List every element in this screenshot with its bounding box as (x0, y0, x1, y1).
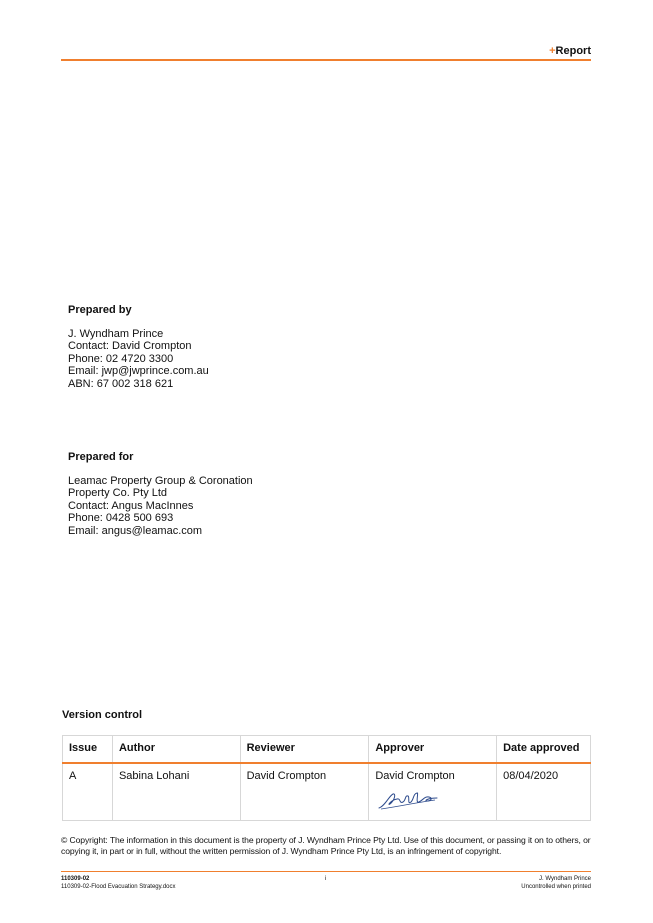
prepared-by-contact: Contact: David Crompton (68, 340, 192, 353)
prepared-by-block (68, 304, 209, 391)
footer-project-no: 110309-02 (61, 876, 90, 882)
footer-page-number: i (325, 876, 327, 882)
col-author: Author (112, 736, 240, 764)
col-date-approved: Date approved (497, 736, 591, 764)
col-approver: Approver (369, 736, 497, 764)
footer-left (61, 875, 176, 891)
col-issue: Issue (63, 736, 113, 764)
cell-date: 08/04/2020 (497, 763, 591, 821)
col-reviewer: Reviewer (240, 736, 369, 764)
prepared-for-contact: Contact: Angus MacInnes (68, 499, 194, 512)
cell-issue: A (63, 763, 113, 821)
footer-company: J. Wyndham Prince (539, 876, 591, 882)
cell-reviewer: David Crompton (240, 763, 369, 821)
footer-status: Uncontrolled when printed (521, 884, 591, 890)
cell-approver (369, 763, 497, 821)
prepared-by-title: Prepared by (68, 304, 132, 316)
prepared-by-email: Email: jwp@jwprince.com.au (68, 365, 209, 378)
approver-name: David Crompton (375, 770, 455, 782)
prepared-for-email: Email: angus@leamac.com (68, 524, 203, 537)
prepared-by-phone: Phone: 02 4720 3300 (68, 352, 174, 365)
header-label (549, 45, 591, 57)
footer-filename: 110309-02-Flood Evacuation Strategy.docx (61, 884, 176, 890)
prepared-by-company: J. Wyndham Prince (68, 327, 164, 340)
signature-icon (375, 788, 441, 812)
prepared-for-title: Prepared for (68, 451, 134, 463)
version-control-title: Version control (62, 709, 143, 721)
header-plus: + (549, 45, 556, 57)
prepared-for-company-line1: Leamac Property Group & Coronation (68, 474, 253, 487)
prepared-for-block (68, 451, 253, 538)
copyright-notice: © Copyright: The information in this document is the property of J. Wyndham Prince Pty Ltd. Use of this document, or passing it on to others, or copying it, in part or in full, without the written permission of J. Wyndham Prince Pty Ltd, is an infringement of copyright. (61, 835, 591, 856)
table-header-row (63, 736, 591, 764)
footer-right (521, 875, 591, 891)
page-header (61, 44, 591, 61)
version-control-table (62, 735, 591, 821)
table-row (63, 763, 591, 821)
cell-author: Sabina Lohani (112, 763, 240, 821)
header-report: Report (555, 45, 591, 57)
prepared-by-abn: ABN: 67 002 318 621 (68, 377, 174, 390)
prepared-for-company-line2: Property Co. Pty Ltd (68, 487, 168, 500)
prepared-for-phone: Phone: 0428 500 693 (68, 512, 174, 525)
footer-divider (61, 871, 591, 872)
